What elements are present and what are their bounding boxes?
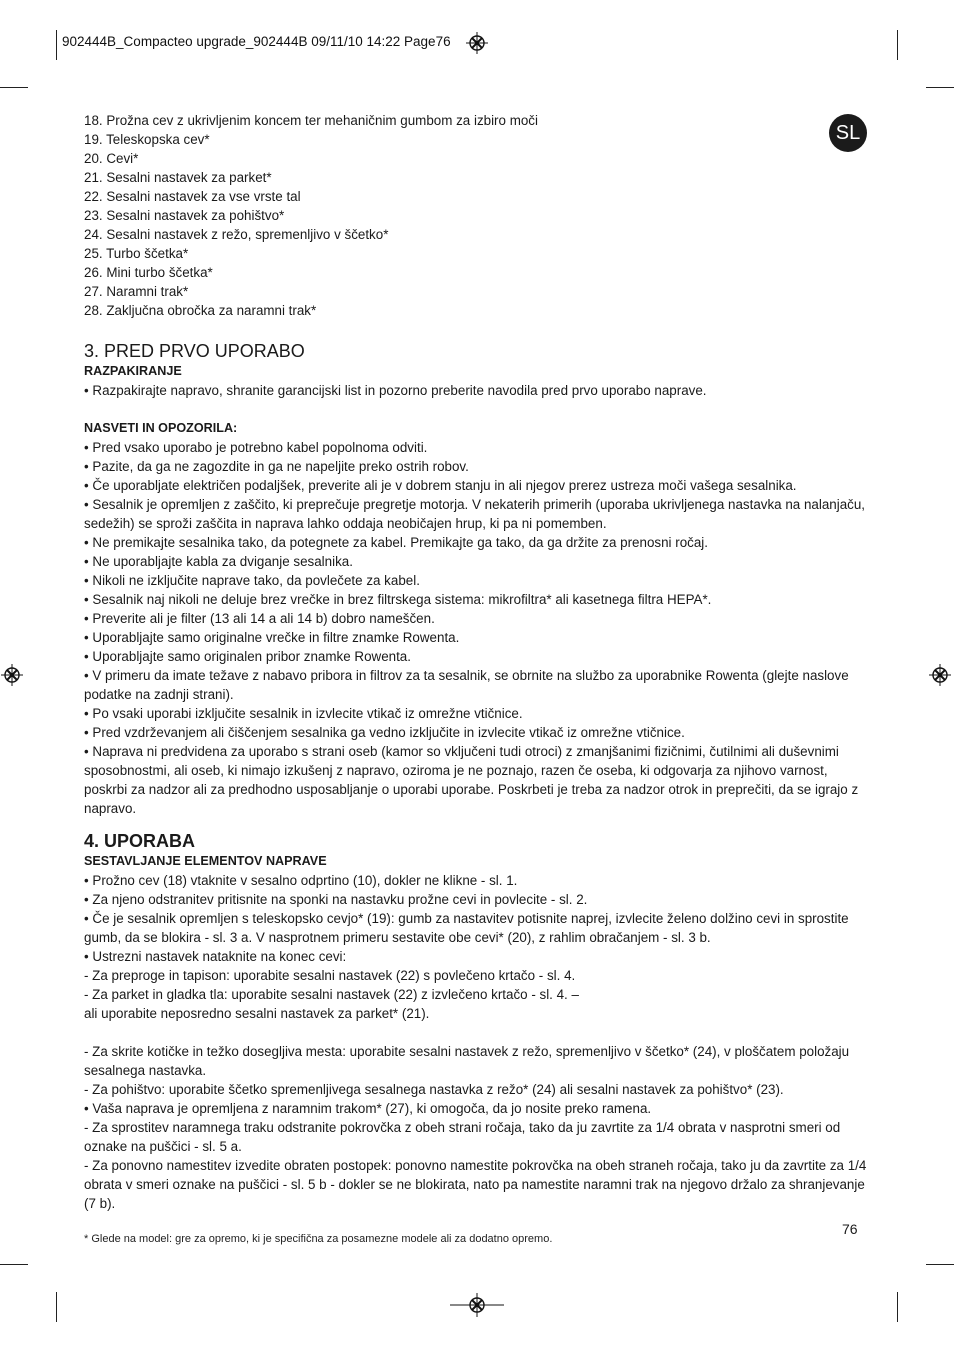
warning-item: • Ne premikajte sesalnika tako, da potegnete za kabel. Premikajte ga tako, da ga držite za prenosni ročaj. bbox=[84, 535, 708, 550]
warning-item: • Po vsaki uporabi izključite sesalnik in izvlecite vtikač iz omrežne vtičnice. bbox=[84, 706, 523, 721]
unpacking-text: • Razpakirajte napravo, shranite garancijski list in pozorno preberite navodila pred prvo uporabo naprave. bbox=[84, 383, 707, 398]
warning-item: • Naprava ni predvidena za uporabo s strani oseb (kamor so vključeni tudi otroci) z zmanjšanimi fizičnimi, čutilnimi ali duševnimi sposobnostmi, ali oseb, ki nimajo izkušenj z napravo, oziroma je ne poznajo, razen če oseba, ki odgovarja za njihovo varnost, poskrbi za nadzor ali za predhodno usposabljanje o uporabi uporabe. Poskrbeti je treba za nadzor otrok in preprečiti, da se igrajo z napravo. bbox=[84, 744, 859, 816]
warning-item: • Preverite ali je filter (13 ali 14 a ali 14 b) dobro nameščen. bbox=[84, 611, 435, 626]
list-item: 23. Sesalni nastavek za pohištvo* bbox=[84, 208, 285, 223]
list-item: 19. Teleskopska cev* bbox=[84, 132, 210, 147]
instruction-line: • Če je sesalnik opremljen s teleskopsko cevjo* (19): gumb za nastavitev potisnite naprej, izvlecite želeno dolžino cevi in sprostite gumb, da se blokira - sl. 3 a. V nasprotnem primeru sestavite obe cevi* (20), z rahlim obračanjem - sl. 3 b. bbox=[84, 911, 849, 945]
crop-mark bbox=[897, 30, 898, 60]
list-item: 18. Prožna cev z ukrivljenim koncem ter mehaničnim gumbom za izbiro moči bbox=[84, 113, 538, 128]
registration-mark-icon bbox=[466, 32, 488, 54]
instruction-line: - Za skrite kotičke in težko dosegljiva mesta: uporabite sesalni nastavek z režo, spremenljivo v ščetko* (24), v ploščatem položaju sesalnega nastavka. bbox=[84, 1044, 850, 1078]
list-item: 28. Zaključna obročka za naramni trak* bbox=[84, 303, 317, 318]
warning-item: • Pazite, da ga ne zagozdite in ga ne napeljite preko ostrih robov. bbox=[84, 459, 469, 474]
registration-mark-icon bbox=[929, 664, 951, 686]
instruction-line: - Za parket in gladka tla: uporabite sesalni nastavek (22) z izvlečeno krtačo - sl. 4. – bbox=[84, 987, 579, 1002]
unpacking-heading: RAZPAKIRANJE bbox=[84, 364, 182, 378]
crop-mark bbox=[926, 1264, 954, 1265]
assembly-heading: SESTAVLJANJE ELEMENTOV NAPRAVE bbox=[84, 854, 327, 868]
warning-item: • Pred vzdrževanjem ali čiščenjem sesalnika ga vedno izključite in izvlecite vtikač iz omrežne vtičnice. bbox=[84, 725, 685, 740]
crop-mark bbox=[0, 1264, 28, 1265]
registration-mark-icon bbox=[1, 664, 23, 686]
warnings-heading: NASVETI IN OPOZORILA: bbox=[84, 421, 238, 435]
section-4-title: 4. UPORABA bbox=[84, 831, 196, 851]
registration-mark-icon bbox=[450, 1293, 504, 1317]
crop-mark bbox=[926, 87, 954, 88]
page-number: 76 bbox=[842, 1221, 858, 1237]
instruction-line: • Prožno cev (18) vtaknite v sesalno odprtino (10), dokler ne klikne - sl. 1. bbox=[84, 873, 518, 888]
page-content bbox=[84, 111, 874, 1213]
language-badge: SL bbox=[829, 114, 867, 152]
warning-item: • Uporabljajte samo originalne vrečke in filtre znamke Rowenta. bbox=[84, 630, 460, 645]
warning-item: • Ne uporabljajte kabla za dviganje sesalnika. bbox=[84, 554, 353, 569]
instruction-line: • Ustrezni nastavek nataknite na konec cevi: bbox=[84, 949, 347, 964]
instruction-line: - Za pohištvo: uporabite ščetko spremenljivega sesalnega nastavka z režo* (24) ali sesalni nastavek za pohištvo* (23). bbox=[84, 1082, 784, 1097]
instruction-line: - Za ponovno namestitev izvedite obraten postopek: ponovno namestite pokrovčka na obeh straneh ročaja, tako ju da zavrtite za 1/4 obrata v smeri oznake na puščici - sl. 5 b - dokler se ne blokirata, nato pa namestite naramni trak na njegovo držalo za shranjevanje (7 b). bbox=[84, 1158, 867, 1211]
crop-mark bbox=[897, 1292, 898, 1322]
crop-mark bbox=[56, 30, 57, 60]
instruction-line: - Za preproge in tapison: uporabite sesalni nastavek (22) s povlečeno krtačo - sl. 4. bbox=[84, 968, 576, 983]
warning-item: • Če uporabljate električen podaljšek, preverite ali je v dobrem stanju in ali njegov prerez ustreza moči vašega sesalnika. bbox=[84, 478, 797, 493]
instruction-line: ali uporabite neposredno sesalni nastavek za parket* (21). bbox=[84, 1006, 430, 1021]
warning-item: • Uporabljajte samo originalen pribor znamke Rowenta. bbox=[84, 649, 411, 664]
instruction-line: • Vaša naprava je opremljena z naramnim trakom* (27), ki omogoča, da jo nosite preko ramena. bbox=[84, 1101, 652, 1116]
list-item: 21. Sesalni nastavek za parket* bbox=[84, 170, 272, 185]
list-item: 27. Naramni trak* bbox=[84, 284, 189, 299]
warning-item: • Sesalnik naj nikoli ne deluje brez vrečke in brez filtrskega sistema: mikrofiltra* ali kasetnega filtra HEPA*. bbox=[84, 592, 712, 607]
list-item: 26. Mini turbo ščetka* bbox=[84, 265, 213, 280]
crop-mark bbox=[56, 1292, 57, 1322]
instruction-line: • Za njeno odstranitev pritisnite na sponki na nastavku prožne cevi in povlecite - sl. 2. bbox=[84, 892, 588, 907]
print-slug: 902444B_Compacteo upgrade_902444B 09/11/10 14:22 Page76 bbox=[62, 34, 451, 49]
parts-list bbox=[84, 111, 874, 320]
warning-item: • Sesalnik je opremljen z zaščito, ki preprečuje pregretje motorja. V nekaterih primerih (uporaba ukrivljenega nastavka na nalanjaču, sedežih) se sproži zaščita in naprava lahko oddaja neobičajen hrup, ki pa ni pomemben. bbox=[84, 497, 866, 531]
instruction-line: - Za sprostitev naramnega traku odstranite pokrovčka z obeh strani ročaja, tako da ju zavrtite za 1/4 obrata v nasprotni smeri od oznake na puščici - sl. 5 a. bbox=[84, 1120, 841, 1154]
list-item: 20. Cevi* bbox=[84, 151, 139, 166]
warning-item: • Nikoli ne izključite naprave tako, da povlečete za kabel. bbox=[84, 573, 420, 588]
list-item: 24. Sesalni nastavek z režo, spremenljivo v ščetko* bbox=[84, 227, 389, 242]
section-3-title: 3. PRED PRVO UPORABO bbox=[84, 341, 305, 361]
list-item: 22. Sesalni nastavek za vse vrste tal bbox=[84, 189, 301, 204]
crop-mark bbox=[0, 87, 28, 88]
list-item: 25. Turbo ščetka* bbox=[84, 246, 189, 261]
warning-item: • Pred vsako uporabo je potrebno kabel popolnoma odviti. bbox=[84, 440, 428, 455]
footnote: * Glede na model: gre za opremo, ki je specifična za posamezne modele ali za dodatno opremo. bbox=[84, 1233, 553, 1245]
warning-item: • V primeru da imate težave z nabavo pribora in filtrov za ta sesalnik, se obrnite na službo za uporabnike Rowenta (glejte naslove podatke na zadnji strani). bbox=[84, 668, 849, 702]
